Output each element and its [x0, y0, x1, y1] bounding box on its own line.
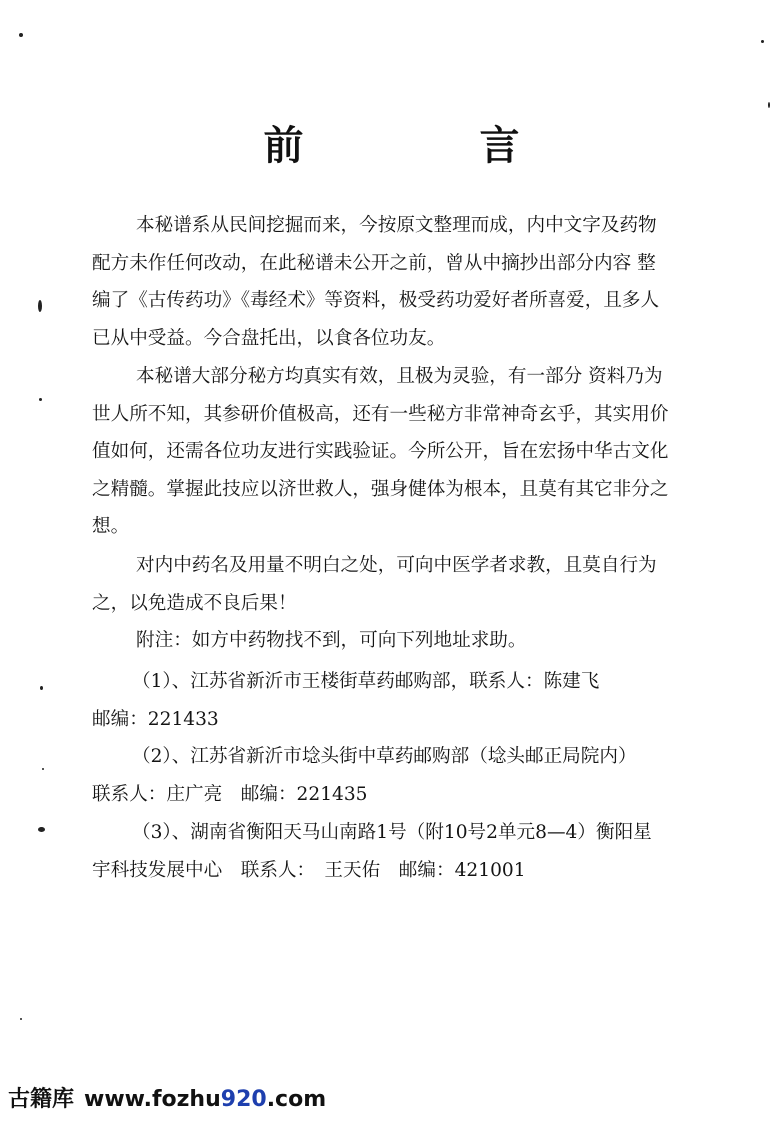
- scan-speck: [40, 686, 43, 690]
- preface-paragraph-3: 对内中药名及用量不明白之处，可向中医学者求教，且莫自行为之，以免造成不良后果！: [92, 555, 657, 614]
- scan-speck: [38, 300, 42, 312]
- preface-paragraph-1: 本秘谱系从民间挖掘而来，今按原文整理而成，内中文字及药物配方未作任何改动，在此秘谱未公开之前，曾从中摘抄出部分内容 整编了《古传药功》《毒经术》等资料，极受药功爱好者所喜爱，且多人已从中受益。今合盘托出，以食各位功友。: [92, 215, 660, 349]
- scan-speck: [42, 768, 44, 770]
- preface-paragraph-2: 本秘谱大部分秘方均真实有效，且极为灵验，有一部分 资料乃为世人所不知，其参研价值极高，还有一些秘方非常神奇玄乎，其实用价值如何，还需各位功友进行实践验证。今所公开，旨在宏扬中华古文化之精髓。掌握此技应以济世救人，强身健体为根本，且莫有其它非分之想。: [92, 366, 669, 537]
- address-item-2: [92, 738, 692, 813]
- scan-speck: [768, 102, 770, 108]
- address-line-2: 宇科技发展中心 联系人： 王天佑 邮编：421001: [92, 859, 526, 881]
- site-domain-suffix: .com: [266, 1087, 327, 1112]
- address-item-1: [92, 663, 692, 738]
- address-line-1: （1）、江苏省新沂市王楼街草药邮购部，联系人：陈建飞: [132, 671, 600, 692]
- scan-speck: [20, 1018, 22, 1020]
- scan-speck: [761, 40, 764, 43]
- address-line-1: （3）、湖南省衡阳天马山南路1号（附10号2单元8—4）衡阳星: [132, 822, 652, 843]
- site-domain-prefix: www.fozhu: [84, 1087, 221, 1112]
- scan-speck: [19, 33, 23, 37]
- site-domain-number: 920: [220, 1087, 267, 1112]
- address-item-3: [92, 814, 692, 889]
- scan-speck: [39, 398, 42, 401]
- scan-speck: [38, 827, 45, 832]
- site-watermark: [8, 1082, 326, 1113]
- address-line-2: 邮编：221433: [92, 708, 219, 730]
- page-title: 前 言: [263, 123, 588, 169]
- appendix-note: 附注：如方中药物找不到，可向下列地址求助。: [136, 630, 527, 651]
- address-line-1: （2）、江苏省新沂市埝头街中草药邮购部（埝头邮正局院内）: [132, 746, 637, 767]
- address-line-2: 联系人：庄广亮 邮编：221435: [92, 783, 368, 805]
- site-name: 古籍库: [8, 1087, 75, 1112]
